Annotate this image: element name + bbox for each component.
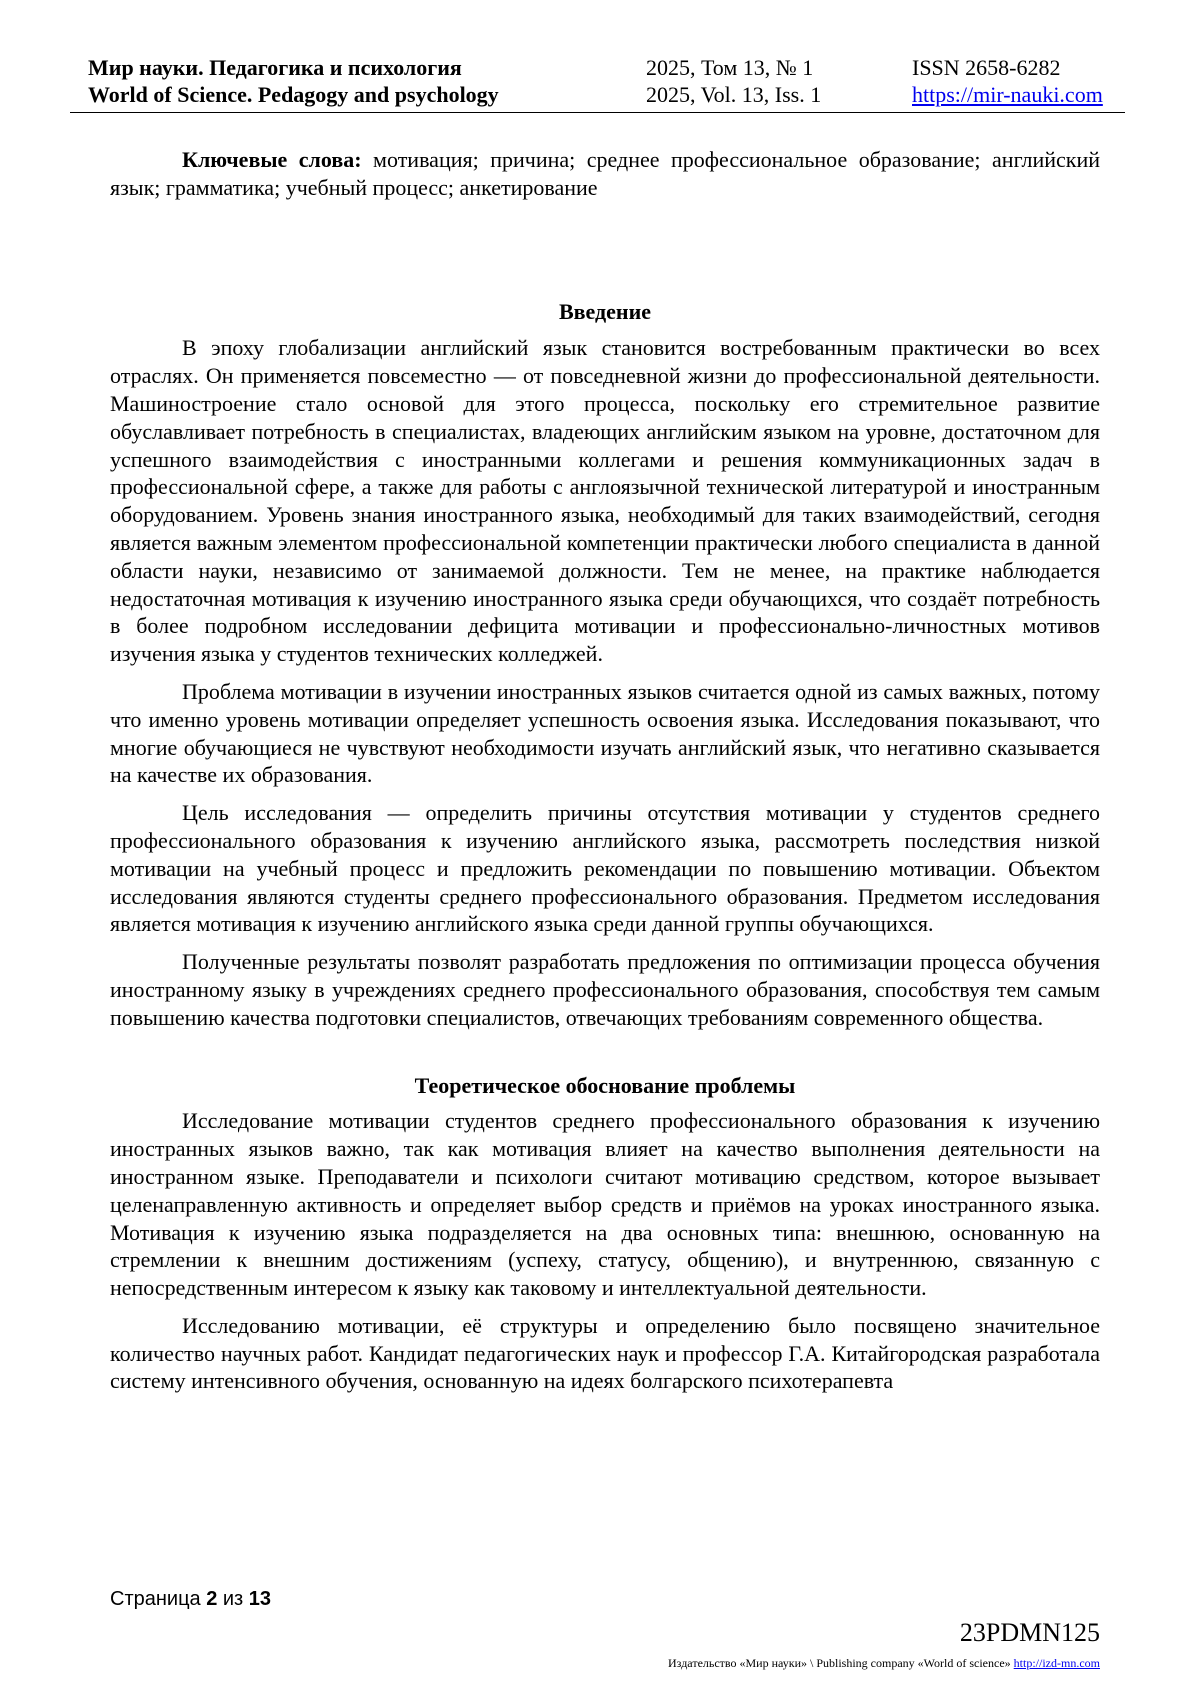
page-total: 13 <box>248 1588 272 1610</box>
page-of-word: из <box>217 1588 249 1610</box>
issue-info-ru: 2025, Том 13, № 1 <box>646 55 814 80</box>
page-number <box>110 1588 271 1611</box>
publisher-line <box>668 1656 1100 1670</box>
paragraph: Исследование мотивации студентов среднего профессионального образования к изучению иностранных языков важно, так как мотивация влияет на качество выполнения деятельности на иностранном языке. Преподаватели и психологи считают мотивацию средством, которое вызывает целенаправленную активность и определяет выбор средств и приёмов на уроках иностранного языка. Мотивация к изучению языка подразделяется на два основных типа: внешнюю, основанную на стремлении к внешним достижениям (успеху, статусу, общению), и внутреннюю, связанную с непосредственным интересом к языку как таковому и интеллектуальной деятельности. <box>110 1108 1100 1301</box>
issn: ISSN 2658-6282 <box>912 55 1061 80</box>
keywords <box>110 146 1100 202</box>
journal-title-ru: Мир науки. Педагогика и психология <box>88 55 462 80</box>
paragraph: Полученные результаты позволят разработать предложения по оптимизации процесса обучения иностранному языку в учреждениях среднего профессионального образования, способствуя тем самым повышению качества подготовки специалистов, отвечающих требованиям современного общества. <box>110 949 1100 1030</box>
section-heading-intro: Введение <box>558 298 652 324</box>
section-heading-theory: Теоретическое обоснование проблемы <box>414 1072 796 1098</box>
publisher-text: Издательство «Мир науки» \ Publishing company «World of science» <box>668 1656 1014 1670</box>
keywords-label: Ключевые слова: <box>182 147 362 172</box>
article-code: 23PDMN125 <box>959 1618 1100 1647</box>
paragraph: Проблема мотивации в изучении иностранных языков считается одной из самых важных, потому что именно уровень мотивации определяет успешность освоения языка. Исследования показывают, что многие обучающиеся не чувствуют необходимости изучать английский язык, что негативно сказывается на качестве их образования. <box>110 678 1100 788</box>
paragraph: В эпоху глобализации английский язык становится востребованным практически во всех отраслях. Он применяется повсеместно — от повседневной жизни до профессиональной деятельности. Машиностроение стало основой для этого процесса, поскольку его стремительное развитие обуславливает потребность в специалистах, владеющих английским языком на уровне, достаточном для успешного взаимодействия с иностранными коллегами и решения коммуникационных задач в профессиональной сфере, а также для работы с англоязычной технической литературой и иностранным оборудованием. Уровень знания иностранного языка, необходимый для таких взаимодействий, сегодня является важным элементом профессиональной компетенции практически любого специалиста в данной области науки, независимо от занимаемой должности. Тем не менее, на практике наблюдается недостаточная мотивация к изучению иностранного языка среди обучающихся, что создаёт потребность в более подробном исследовании дефицита мотивации и профессионально-личностных мотивов изучения языка у студентов технических колледжей. <box>110 335 1100 667</box>
journal-title-en: World of Science. Pedagogy and psychology <box>88 82 499 107</box>
keywords-text: мотивация; причина; среднее профессиональное образование; английский язык; грамматика; учебный процесс; анкетирование <box>110 147 1100 200</box>
journal-url-link[interactable]: https://mir-nauki.com <box>912 82 1103 107</box>
paragraph: Исследованию мотивации, её структуры и определению было посвящено значительное количество научных работ. Кандидат педагогических наук и профессор Г.А. Китайгородская разработала систему интенсивного обучения, основанную на идеях болгарского психотерапевта <box>110 1312 1100 1394</box>
issue-info-en: 2025, Vol. 13, Iss. 1 <box>646 82 822 107</box>
page-current: 2 <box>206 1588 218 1610</box>
journal-title <box>88 54 499 108</box>
running-header <box>70 50 1125 113</box>
publisher-url-link[interactable]: http://izd-mn.com <box>1013 1656 1100 1670</box>
issue-info <box>646 54 821 108</box>
article-body <box>110 146 1100 1405</box>
issn-block <box>912 54 1103 108</box>
paragraph: Цель исследования — определить причины отсутствия мотивации у студентов среднего профессионального образования к изучению английского языка, рассмотреть последствия низкой мотивации на учебный процесс и предложить рекомендации по повышению мотивации. Объектом исследования являются студенты среднего профессионального образования. Предметом исследования является мотивация к изучению английского языка среди данной группы обучающихся. <box>110 800 1100 937</box>
page-word: Страница <box>110 1588 207 1610</box>
